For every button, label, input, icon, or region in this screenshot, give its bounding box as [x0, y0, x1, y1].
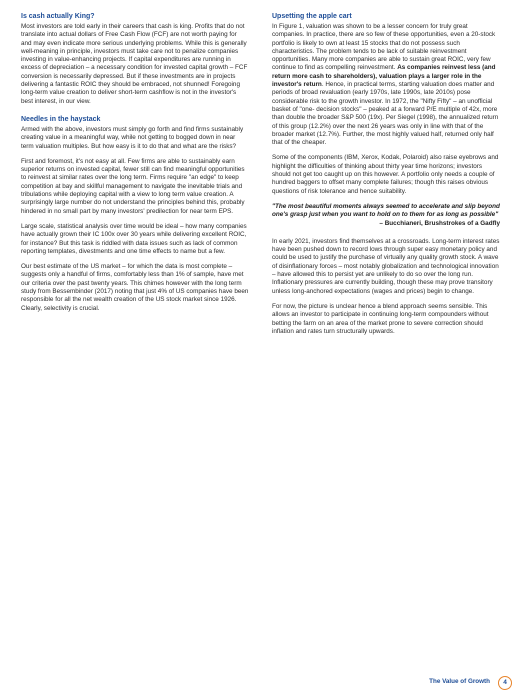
quote-attribution: – Bucchianeri, Brushstrokes of a Gadfly [379, 219, 500, 227]
section-heading-apple-cart: Upsetting the apple cart [272, 13, 352, 20]
page-footer [0, 676, 530, 692]
footer-title: The Value of Growth [429, 678, 490, 685]
paragraph: First and foremost, it's not easy at all. Few firms are able to sustainably earn superior returns on invested capital, fewer still can find meaningful opportunities to reinvest at similar rates over the long term. Firms require "an edge" to keep competition at bay and skillful management to navigate the inevitable trials and tribulations while deploying capital with a view to long term value creation. A surprisingly large number do not understand the principles behind this, probably hindered in no small part by many investors' predilection for near term EPS. [21, 157, 245, 215]
paragraph: Most investors are told early in their careers that cash is king. Profits that do not translate into actual dollars of Free Cash Flow (FCF) are not worth paying for and may even indicate more serious underlying problems. While this is generally well-meaning in principle, investors must take care not to penalize companies investing in value-enhancing projects. If capital expenditures are running in excess of depreciation – a necessary condition for invested capital growth – FCF conversion is necessarily depressed. But if these investments are in projects delivering a fantastic ROIC they should be embraced, not shunned! Foregoing long-term value creation to deliver short-term cashflow is not in the investor's best interest, in our view. [21, 23, 248, 105]
section-heading-cash-king: Is cash actually King? [21, 13, 95, 20]
paragraph: Some of the components (IBM, Xerox, Kodak, Polaroid) also raise eyebrows and highlight the difficulties of thinking about thirty year time horizons; investors should not get too caught up on this however. A portfolio only needs a couple of hundred baggers to offset many complete failures; though this raises obvious questions of risk tolerance and hence suitability. [272, 154, 499, 195]
left-column [21, 12, 249, 320]
paragraph: Our best estimate of the US market – for which the data is most complete – suggests only a handful of firms, comfortably less than 1% of sample, have met our criteria over the past twenty years. This chimes however with the long term study from Bessembinder (2017) noting that just 4% of US companies have been responsible for all the net wealth creation of the US stock market since 1926. Clearly, selectivity is crucial. [21, 263, 249, 312]
paragraph: Large scale, statistical analysis over time would be ideal – how many companies have actually grown their IC 100x over 30 years while delivering excellent ROIC, for instance? But this task is riddled with data issues such as lack of common reporting templates, divestments and one time effects to name but a few. [21, 222, 247, 255]
right-column [272, 12, 500, 343]
quote-text: "The most beautiful moments always seemed to accelerate and slip beyond one's grasp just when you want to hold on to them for as long as possible" [272, 202, 500, 219]
paragraph: For now, the picture is unclear hence a blend approach seems sensible. This allows an investor to participate in continuing long-term compounders without betting the farm on an area of the market prone to severe correction should inflation and rates turn structurally upwards. [272, 302, 489, 335]
pull-quote [272, 203, 500, 228]
page-number: 4 [498, 676, 512, 690]
paragraph: Armed with the above, investors must simply go forth and find firms sustainably creating value in a meaningful way, while not getting to bogged down in near term valuation multiples. But how easy is it to do that and what are the risks? [21, 125, 244, 150]
paragraph-text: In Figure 1, valuation was shown to be a lesser concern for truly great companies. In practice, there are so few of these opportunities, even a 20-stock portfolio is likely to own at least 15 stocks that do not possess such characteristics. The problem tends to be lack of suitable reinvestment opportunities. Many more companies are able to sustain great ROIC, very few continue to find as compelling reinvestment. [272, 23, 496, 72]
paragraph [272, 23, 500, 147]
paragraph-text: . Hence, in practical terms, starting valuation does matter and periods of broad revaluation (early 1970s, late 1990s, late 2010s) pose considerable risk to the growth investor. In 1972, the "Nifty Fifty" – an unofficial basket of "one- decision stocks" – peaked at a forward P/E multiple of 42x, more than double the broader S&P 500 (19x). Per Siegel (1998), the annualized return of this group (12.2%) over the next 26 years was only in line with that of the broader market (12.7%). Further, the most highly valued half, returned only half that of the cheaper. [272, 81, 499, 147]
paragraph: In early 2021, investors find themselves at a crossroads. Long-term interest rates have been pushed down to record lows through super easy monetary policy and could be used to justify the purchase of virtually any quality growth stock. A wave of disinflationary forces – most notably globalization and technological innovation – have allowed this to persist yet are unlikely to do so over the long run. Inflationary pressures are currently building, though these may prove transitory unless long-anchored expectations (wages and prices) begin to change. [272, 237, 500, 295]
emphasis-text: As companies reinvest less (and return more cash to shareholders), valuation plays a larger role in the investor's return [272, 64, 496, 89]
section-heading-needles: Needles in the haystack [21, 115, 101, 123]
